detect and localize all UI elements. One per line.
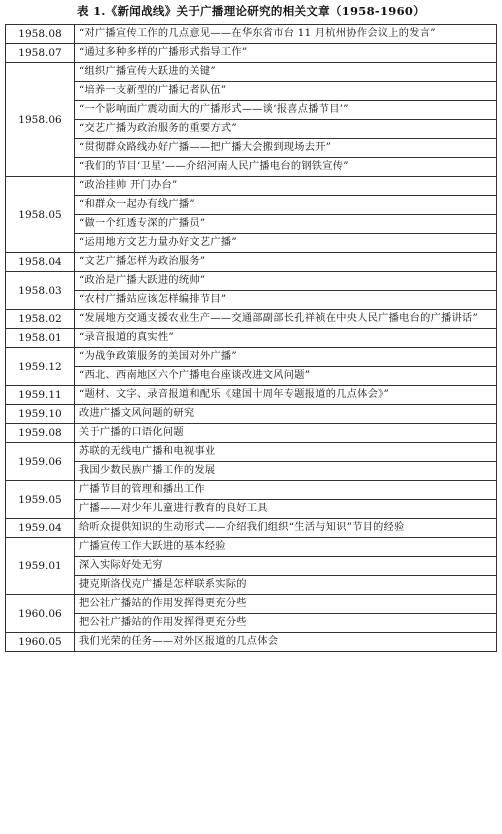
- article-title-cell: 广播宣传工作大跃进的基本经验: [75, 538, 497, 557]
- article-title-cell: 广播节目的管理和播出工作: [75, 481, 497, 500]
- article-title-cell: “文艺广播怎样为政治服务”: [75, 253, 497, 272]
- table-row: [6, 633, 497, 652]
- article-title-cell: “西北、西南地区六个广播电台座谈改进文风问题”: [75, 367, 497, 386]
- article-title-cell: “组织广播宣传大跃进的关键”: [75, 63, 497, 82]
- date-cell: 1959.08: [6, 424, 75, 443]
- table-row: [6, 500, 497, 519]
- table-row: [6, 462, 497, 481]
- table-row: [6, 234, 497, 253]
- article-title-cell: “培养一支新型的广播记者队伍”: [75, 82, 497, 101]
- table-caption: 表 1.《新闻战线》关于广播理论研究的相关文章（1958-1960）: [77, 4, 425, 18]
- date-cell: 1960.05: [6, 633, 75, 652]
- date-cell: 1959.11: [6, 386, 75, 405]
- table-row: [6, 63, 497, 82]
- table-row: [6, 139, 497, 158]
- table-row: [6, 25, 497, 44]
- article-title-cell: “通过多种多样的广播形式指导工作”: [75, 44, 497, 63]
- table-row: [6, 82, 497, 101]
- table-row: [6, 443, 497, 462]
- article-title-cell: “和群众一起办有线广播”: [75, 196, 497, 215]
- table-row: [6, 177, 497, 196]
- date-cell: 1958.01: [6, 329, 75, 348]
- articles-table: [5, 24, 497, 652]
- table-row: [6, 386, 497, 405]
- date-cell: 1959.05: [6, 481, 75, 519]
- article-title-cell: “一个影响面广震动面大的广播形式——谈‘报喜点播节目’”: [75, 101, 497, 120]
- table-row: [6, 253, 497, 272]
- article-title-cell: 我们光荣的任务——对外区报道的几点体会: [75, 633, 497, 652]
- table-row: [6, 158, 497, 177]
- table-row: [6, 595, 497, 614]
- date-cell: 1959.12: [6, 348, 75, 386]
- article-title-cell: “农村广播站应该怎样编排节目”: [75, 291, 497, 310]
- table-row: [6, 196, 497, 215]
- table-row: [6, 101, 497, 120]
- date-cell: 1958.05: [6, 177, 75, 253]
- table-row: [6, 367, 497, 386]
- article-title-cell: 捷克斯洛伐克广播是怎样联系实际的: [75, 576, 497, 595]
- table-row: [6, 329, 497, 348]
- table-row: [6, 120, 497, 139]
- table-row: [6, 272, 497, 291]
- article-title-cell: 广播——对少年儿童进行教育的良好工具: [75, 500, 497, 519]
- article-title-cell: 我国少数民族广播工作的发展: [75, 462, 497, 481]
- table-row: [6, 614, 497, 633]
- date-cell: 1959.01: [6, 538, 75, 595]
- article-title-cell: 把公社广播站的作用发挥得更充分些: [75, 595, 497, 614]
- date-cell: 1958.04: [6, 253, 75, 272]
- article-title-cell: “运用地方文艺力量办好文艺广播”: [75, 234, 497, 253]
- date-cell: 1958.07: [6, 44, 75, 63]
- article-title-cell: “题材、文字、录音报道和配乐《建国十周年专题报道的几点体会》”: [75, 386, 497, 405]
- date-cell: 1960.06: [6, 595, 75, 633]
- date-cell: 1959.10: [6, 405, 75, 424]
- article-title-cell: 把公社广播站的作用发挥得更充分些: [75, 614, 497, 633]
- table-row: [6, 291, 497, 310]
- table-row: [6, 405, 497, 424]
- date-cell: 1958.08: [6, 25, 75, 44]
- table-row: [6, 557, 497, 576]
- article-title-cell: “贯彻群众路线办好广播——把广播大会搬到现场去开”: [75, 139, 497, 158]
- table-row: [6, 310, 497, 329]
- table-row: [6, 348, 497, 367]
- article-title-cell: 给听众提供知识的生动形式——介绍我们组织“生活与知识”节目的经验: [75, 519, 497, 538]
- article-title-cell: “对广播宣传工作的几点意见——在华东省市台 11 月杭州协作会议上的发言”: [75, 25, 497, 44]
- table-row: [6, 538, 497, 557]
- table-row: [6, 44, 497, 63]
- article-title-cell: 深入实际好处无穷: [75, 557, 497, 576]
- article-title-cell: “我们的节目‘卫星’——介绍河南人民广播电台的钢铁宣传”: [75, 158, 497, 177]
- date-cell: 1959.04: [6, 519, 75, 538]
- article-title-cell: “发展地方交通支援农业生产——交通部副部长孔祥祯在中央人民广播电台的广播讲话”: [75, 310, 497, 329]
- table-row: [6, 215, 497, 234]
- date-cell: 1958.02: [6, 310, 75, 329]
- article-title-cell: 改进广播文风问题的研究: [75, 405, 497, 424]
- article-title-cell: “为战争政策服务的美国对外广播”: [75, 348, 497, 367]
- date-cell: 1959.06: [6, 443, 75, 481]
- article-title-cell: 关于广播的口语化问题: [75, 424, 497, 443]
- article-title-cell: 苏联的无线电广播和电视事业: [75, 443, 497, 462]
- article-title-cell: “政治是广播大跃进的统帅”: [75, 272, 497, 291]
- table-row: [6, 519, 497, 538]
- article-title-cell: “做一个红透专深的广播员”: [75, 215, 497, 234]
- article-title-cell: “交艺广播为政治服务的重要方式”: [75, 120, 497, 139]
- table-row: [6, 481, 497, 500]
- table-row: [6, 576, 497, 595]
- table-row: [6, 424, 497, 443]
- date-cell: 1958.03: [6, 272, 75, 310]
- article-title-cell: “录音报道的真实性”: [75, 329, 497, 348]
- date-cell: 1958.06: [6, 63, 75, 177]
- article-title-cell: “政治挂帅 开门办台”: [75, 177, 497, 196]
